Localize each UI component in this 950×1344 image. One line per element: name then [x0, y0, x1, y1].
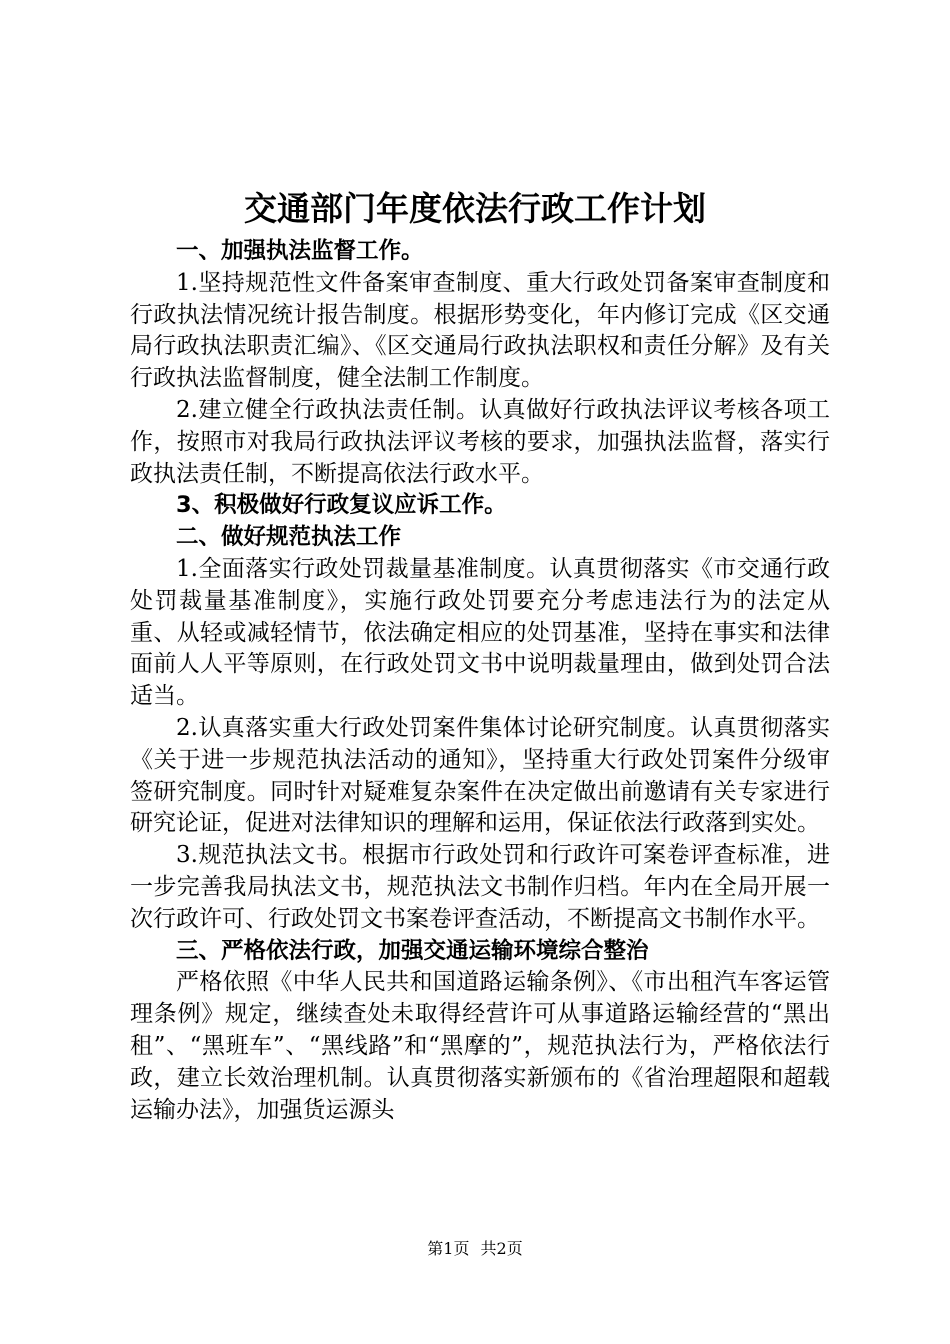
document-body [130, 236, 830, 1126]
section-heading-1: 一、加强执法监督工作。 [176, 238, 424, 264]
paragraph: 2.认真落实重大行政处罚案件集体讨论研究制度。认真贯彻落实《关于进一步规范执法活动的通知》，坚持重大行政处罚案件分级审签研究制度。同时针对疑难复杂案件在决定做出前邀请有关专家进行研究论证，促进对法律知识的理解和运用，保证依法行政落到实处。 [130, 714, 830, 837]
paragraph: 严格依照《中华人民共和国道路运输条例》、《市出租汽车客运管理条例》规定，继续查处未取得经营许可从事道路运输经营的“黑出租”、“黑班车”、“黑线路”和“黑摩的”，规范执法行为，严格依法行政，建立长效治理机制。认真贯彻落实新颁布的《省治理超限和超载运输办法》，加强货运源头 [130, 969, 830, 1123]
page-number: 第1页 [427, 1239, 470, 1258]
section-heading-2: 二、做好规范执法工作 [176, 524, 402, 551]
page-total: 共2页 [480, 1239, 523, 1258]
page-footer [0, 1238, 950, 1260]
document-title: 交通部门年度依法行政工作计划 [244, 189, 706, 228]
paragraph: 2.建立健全行政执法责任制。认真做好行政执法评议考核各项工作，按照市对我局行政执法评议考核的要求，加强执法监督，落实行政执法责任制，不断提高依法行政水平。 [130, 396, 830, 487]
paragraph: 1.全面落实行政处罚裁量基准制度。认真贯彻落实《市交通行政处罚裁量基准制度》，实施行政处罚要充分考虑违法行为的法定从重、从轻或减轻情节，依法确定相应的处罚基准，坚持在事实和法律面前人人平等原则，在行政处罚文书中说明裁量理由，做到处罚合法适当。 [130, 555, 830, 710]
paragraph: 1.坚持规范性文件备案审查制度、重大行政处罚备案审查制度和行政执法情况统计报告制度。根据形势变化，年内修订完成《区交通局行政执法职责汇编》、《区交通局行政执法职权和责任分解》及有关行政执法监督制度，健全法制工作制度。 [130, 269, 830, 392]
paragraph: 3.规范执法文书。根据市行政处罚和行政许可案卷评查标准，进一步完善我局执法文书，规范执法文书制作归档。年内在全局开展一次行政许可、行政处罚文书案卷评查活动，不断提高文书制作水平。 [130, 842, 830, 932]
subsection-heading: 3、积极做好行政复议应诉工作。 [176, 492, 507, 519]
section-heading-3: 三、严格依法行政，加强交通运输环境综合整治 [176, 937, 649, 964]
